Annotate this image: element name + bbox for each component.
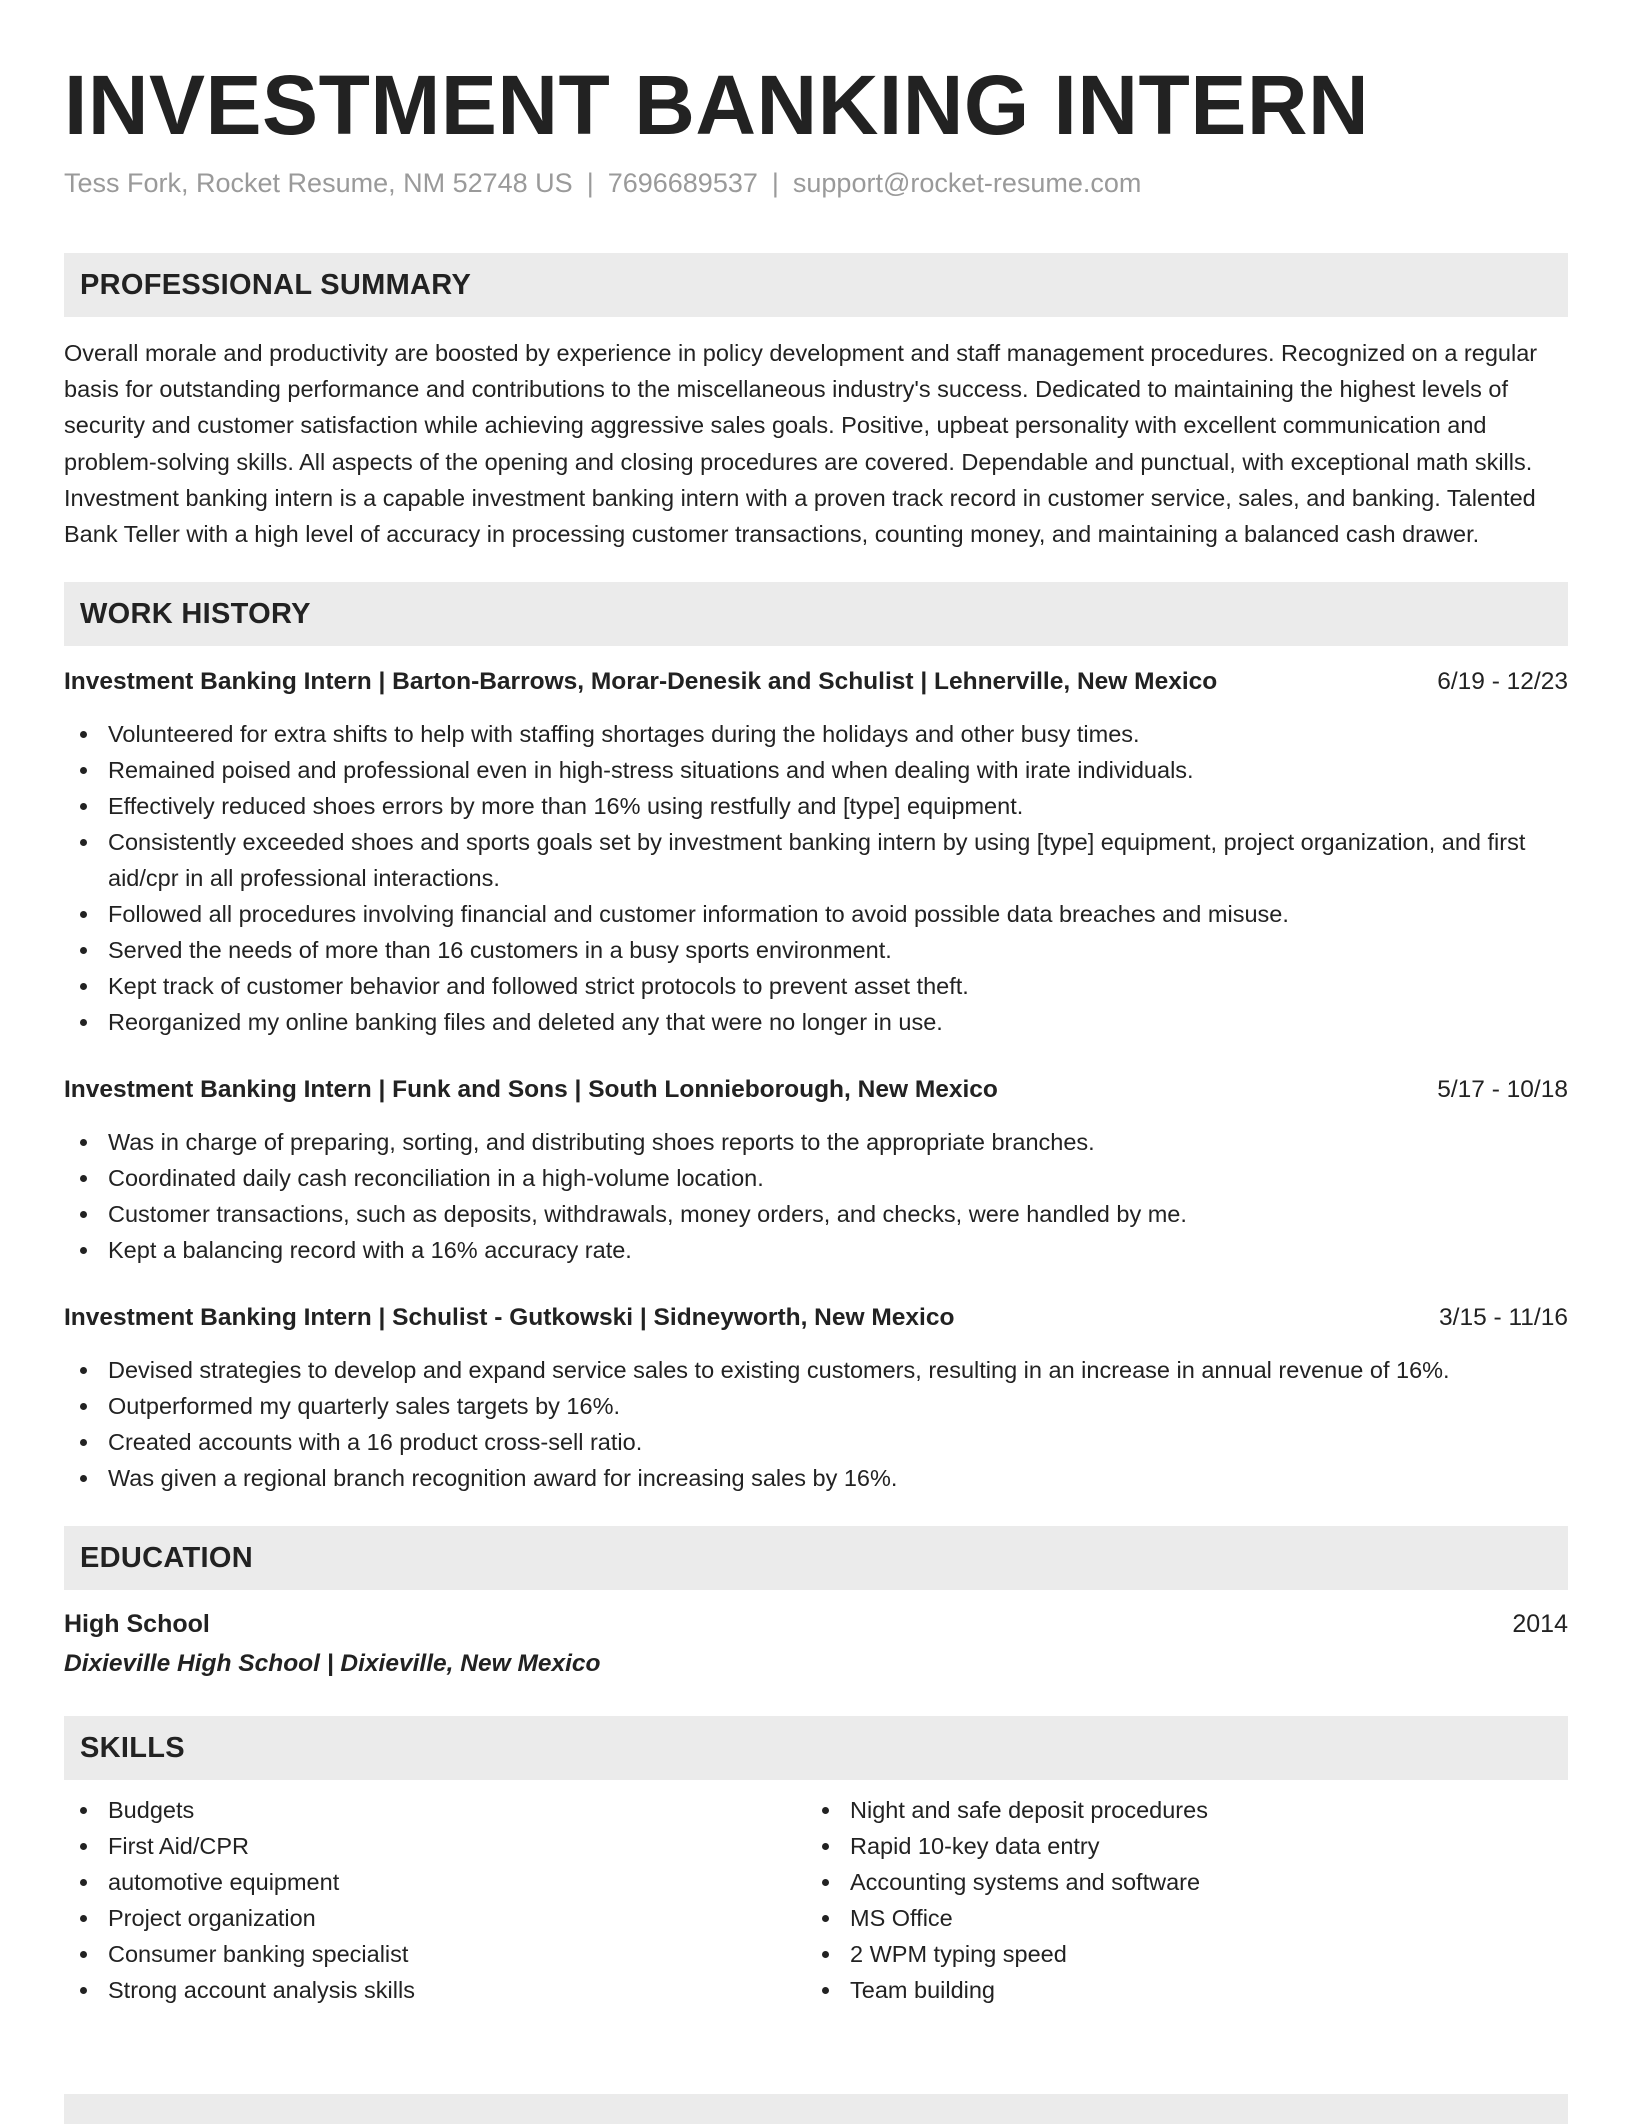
job-dates: 5/17 - 10/18 bbox=[1437, 1076, 1568, 1104]
job-header bbox=[64, 1072, 1568, 1108]
job-bullet: Remained poised and professional even in high-stress situations and when dealing with irate individuals. bbox=[64, 752, 1568, 788]
job-bullet: Coordinated daily cash reconciliation in a high-volume location. bbox=[64, 1160, 1568, 1196]
job-bullet: Created accounts with a 16 product cross-sell ratio. bbox=[64, 1424, 1568, 1460]
contact-line bbox=[64, 166, 1568, 200]
job-entry bbox=[64, 1072, 1568, 1268]
skill-item: Budgets bbox=[64, 1792, 806, 1828]
job-bullet: Effectively reduced shoes errors by more than 16% using restfully and [type] equipment. bbox=[64, 788, 1568, 824]
skill-item: Night and safe deposit procedures bbox=[806, 1792, 1548, 1828]
job-bullet-list bbox=[64, 1124, 1568, 1268]
job-bullet: Was in charge of preparing, sorting, and distributing shoes reports to the appropriate branches. bbox=[64, 1124, 1568, 1160]
skill-item: MS Office bbox=[806, 1900, 1548, 1936]
next-section-header-cutoff bbox=[64, 2094, 1568, 2124]
skill-item: Rapid 10-key data entry bbox=[806, 1828, 1548, 1864]
job-header bbox=[64, 1300, 1568, 1336]
job-title: Investment Banking Intern | Schulist - Gutkowski | Sidneyworth, New Mexico bbox=[64, 1304, 955, 1332]
skill-item: First Aid/CPR bbox=[64, 1828, 806, 1864]
job-bullet: Kept track of customer behavior and followed strict protocols to prevent asset theft. bbox=[64, 968, 1568, 1004]
job-entry bbox=[64, 1300, 1568, 1496]
job-title: Investment Banking Intern | Barton-Barrows, Morar-Denesik and Schulist | Lehnerville, New Mexico bbox=[64, 668, 1218, 696]
skill-item: Team building bbox=[806, 1972, 1548, 2008]
job-bullet: Served the needs of more than 16 customers in a busy sports environment. bbox=[64, 932, 1568, 968]
section-header-summary: PROFESSIONAL SUMMARY bbox=[64, 253, 1568, 317]
section-header-work-history: WORK HISTORY bbox=[64, 582, 1568, 646]
skill-item: Consumer banking specialist bbox=[64, 1936, 806, 1972]
resume-page bbox=[64, 0, 1568, 2008]
job-bullet: Was given a regional branch recognition award for increasing sales by 16%. bbox=[64, 1460, 1568, 1496]
job-dates: 3/15 - 11/16 bbox=[1439, 1304, 1568, 1332]
job-bullet: Reorganized my online banking files and deleted any that were no longer in use. bbox=[64, 1004, 1568, 1040]
summary-text: Overall morale and productivity are boosted by experience in policy development and staff management procedures. Recognized on a regular basis for outstanding performance and contributions to the miscellaneous industry's success. Dedicated to maintaining the highest levels of security and customer satisfaction while achieving aggressive sales goals. Positive, upbeat personality with excellent communication and problem-solving skills. All aspects of the opening and closing procedures are covered. Dependable and punctual, with exceptional math skills. Investment banking intern is a capable investment banking intern with a proven track record in customer service, sales, and banking. Talented Bank Teller with a high level of accuracy in processing customer transactions, counting money, and maintaining a balanced cash drawer. bbox=[64, 340, 1538, 548]
skills-list bbox=[64, 1792, 1568, 2008]
job-title: Investment Banking Intern | Funk and Sons | South Lonnieborough, New Mexico bbox=[64, 1076, 998, 1104]
education-header bbox=[64, 1606, 1568, 1642]
skills-bullet-list bbox=[806, 1792, 1548, 2008]
contact-phone: 7696689537 bbox=[607, 168, 758, 198]
section-header-skills: SKILLS bbox=[64, 1716, 1568, 1780]
contact-email: support@rocket-resume.com bbox=[792, 168, 1142, 198]
section-header-education: EDUCATION bbox=[64, 1526, 1568, 1590]
job-bullet: Volunteered for extra shifts to help with staffing shortages during the holidays and other busy times. bbox=[64, 716, 1568, 752]
education-degree: High School bbox=[64, 1610, 210, 1639]
skills-bullet-list bbox=[64, 1792, 806, 2008]
job-bullet: Consistently exceeded shoes and sports goals set by investment banking intern by using [type] equipment, project organization, and first aid/cpr in all professional interactions. bbox=[64, 824, 1568, 896]
job-bullet-list bbox=[64, 1352, 1568, 1496]
contact-separator: | bbox=[586, 168, 594, 198]
job-header bbox=[64, 664, 1568, 700]
job-bullet-list bbox=[64, 716, 1568, 1040]
skills-column-right bbox=[806, 1792, 1548, 2008]
job-entry bbox=[64, 664, 1568, 1040]
job-bullet: Devised strategies to develop and expand service sales to existing customers, resulting in an increase in annual revenue of 16%. bbox=[64, 1352, 1568, 1388]
contact-separator: | bbox=[771, 168, 779, 198]
job-bullet: Customer transactions, such as deposits, withdrawals, money orders, and checks, were handled by me. bbox=[64, 1196, 1568, 1232]
job-dates: 6/19 - 12/23 bbox=[1437, 668, 1568, 696]
job-bullet: Outperformed my quarterly sales targets by 16%. bbox=[64, 1388, 1568, 1424]
skills-column-left bbox=[64, 1792, 806, 2008]
contact-address: Tess Fork, Rocket Resume, NM 52748 US bbox=[64, 168, 573, 198]
job-bullet: Kept a balancing record with a 16% accuracy rate. bbox=[64, 1232, 1568, 1268]
resume-title: INVESTMENT BANKING INTERN bbox=[64, 58, 1370, 152]
skill-item: Strong account analysis skills bbox=[64, 1972, 806, 2008]
skill-item: Project organization bbox=[64, 1900, 806, 1936]
job-bullet: Followed all procedures involving financial and customer information to avoid possible data breaches and misuse. bbox=[64, 896, 1568, 932]
education-entry bbox=[64, 1606, 1568, 1682]
skill-item: automotive equipment bbox=[64, 1864, 806, 1900]
skill-item: Accounting systems and software bbox=[806, 1864, 1548, 1900]
education-school: Dixieville High School | Dixieville, New Mexico bbox=[64, 1650, 601, 1678]
skill-item: 2 WPM typing speed bbox=[806, 1936, 1548, 1972]
education-year: 2014 bbox=[1512, 1610, 1568, 1639]
